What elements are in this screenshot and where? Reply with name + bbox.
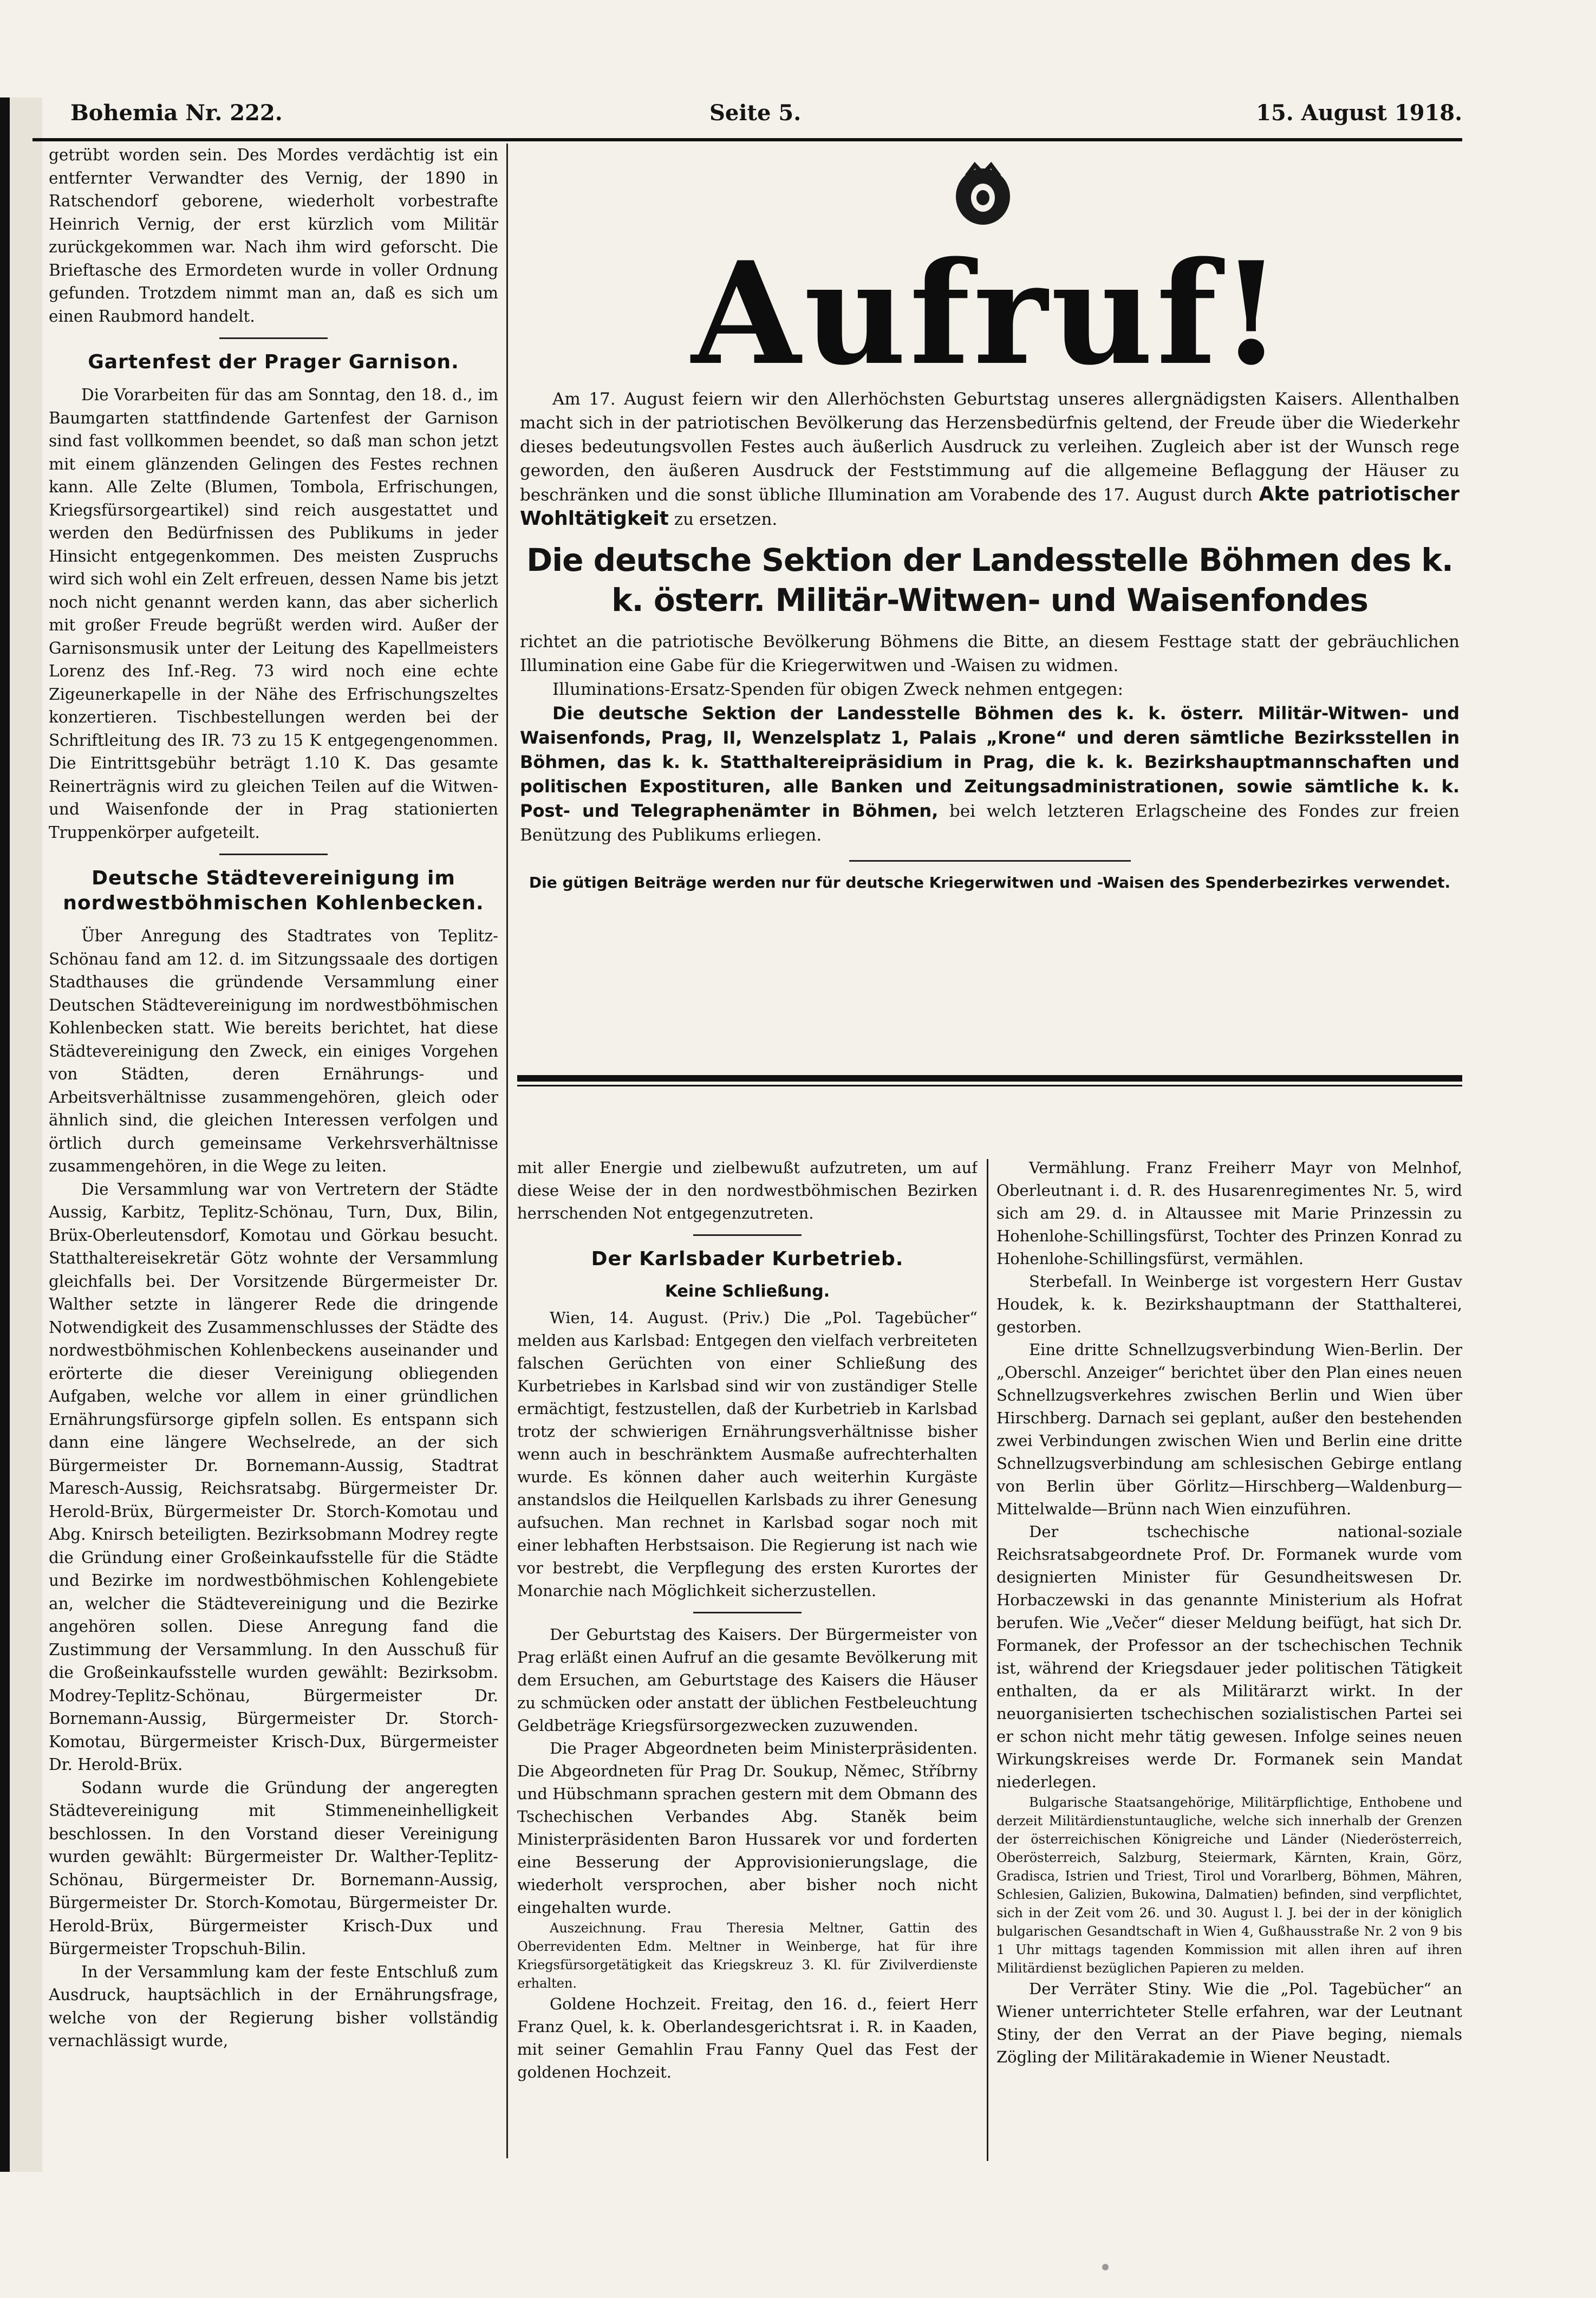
middle-column [517, 1156, 978, 2164]
news-formanek: Der tschechische national-soziale Reichsratsabgeordnete Prof. Dr. Formanek wurde vom designierten Minister für Gesundheitswesen Dr. Horbaczewski in das genannte Ministerium als Hofrat berufen. Wie „Večer“ dieser Meldung beifügt, hat sich Dr. Formanek, der Professor an der tschechischen Technik ist, während der Kriegsdauer jeder politischen Tätigkeit enthalten, da er als Militärarzt wirkt. In der neuorganisierten tschechischen sozialistischen Partei sei er schon nicht mehr tätig gewesen. Infolge seines neuen Wirkungskreises werde Dr. Formanek sein Mandat niederlegen. [996, 1522, 1462, 1791]
appeal-note: Die gütigen Beiträge werden nur für deutsche Kriegerwitwen und -Waisen des Spenderbezirkes verwendet. [529, 874, 1451, 891]
separator-line [219, 337, 328, 339]
article-kurbetrieb: Wien, 14. August. (Priv.) Die „Pol. Tagebücher“ melden aus Karlsbad: Entgegen den vielfach verbreiteten falschen Gerüchten von einer Schließung des Kurbetriebes in Karlsbad sind wir von zuständiger Stelle ermächtigt, festzustellen, daß der Kurbetrieb in Karlsbad trotz der schwierigen Ernährungsverhältnisse bisher wenn auch in beschränktem Ausmaße aufrechterhalten wurde. Es können daher auch weiterhin Kurgäste anstandslos die Heilquellen Karlsbads zu ihrer Genesung aufsuchen. Man rechnet in Karlsbad sogar noch mit einer lebhaften Herbstsaison. Die Regierung ist nach wie vor bestrebt, die Verpflegung des ersten Kurortes der Monarchie nach Möglichkeit sicherzustellen. [517, 1309, 978, 1600]
column-rule [506, 144, 508, 2158]
subheadline-schliessung: Keine Schließung. [665, 1282, 830, 1301]
page-edge-dark [0, 97, 10, 2172]
headline-gartenfest: Gartenfest der Prager Garnison. [88, 351, 459, 373]
appeal-recipients [520, 701, 1460, 847]
page-header [32, 95, 1462, 138]
right-column [996, 1156, 1462, 2164]
header-publication: Bohemia Nr. 222. [70, 100, 283, 126]
separator-line [219, 854, 328, 855]
decorative-line [849, 860, 1131, 862]
left-column [49, 144, 498, 2158]
news-stiny: Der Verräter Stiny. Wie die „Pol. Tagebücher“ an Wiener unterrichteter Stelle erfahren, war der Leutnant Stiny, der den Verrat an der Piave beging, niemals Zögling der Militärakademie in Wiener Neustadt. [996, 1980, 1462, 2066]
appeal-request: richtet an die patriotische Bevölkerung Böhmens die Bitte, an diesem Festtage statt der gebräuchlichen Illumination eine Gabe für die Kriegerwitwen und -Waisen zu widmen. [520, 632, 1460, 675]
appeal-bold-phrase: Akte patriotischer Wohltätigkeit [520, 483, 1460, 530]
article-continuation: getrübt worden sein. Des Mordes verdächtig ist ein entfernter Verwandter des Vernig, der 1890 in Ratschendorf geborene, wiederholt vorbestrafte Heinrich Vernig, der erst kürzlich vom Militär zurückgekommen war. Nach ihm wird geforscht. Die Brieftasche des Ermordeten wurde in voller Ordnung gefunden. Trotzdem nimmt man an, daß es sich um einen Raubmord handelt. [49, 146, 498, 326]
section-rule-thick [517, 1075, 1462, 1082]
header-date: 15. August 1918. [1256, 100, 1462, 126]
headline-kurbetrieb: Der Karlsbader Kurbetrieb. [591, 1248, 904, 1270]
appeal-title: Aufruf! [691, 231, 1286, 396]
page-edge-fragment [10, 97, 42, 2172]
appeal-intro [520, 387, 1460, 531]
news-schnellzug: Eine dritte Schnellzugsverbindung Wien-Berlin. Der „Oberschl. Anzeiger“ berichtet über den Plan eines neuen Schnellzugsverkehres zwischen Berlin und Wien über Hirschberg. Darnach sei geplant, außer den bestehenden zwei Verbindungen zwischen Wien und Berlin eine dritte Schnellzugsverbindung am schlesischen Gebirge entlang von Berlin über Görlitz—Hirschberg—Waldenburg—Mittelwalde—Brünn nach Wien einzuführen. [996, 1340, 1462, 1518]
appeal-section-title: Die deutsche Sektion der Landesstelle Böhmen des k. k. österr. Militär-Witwen- und Waisenfondes [526, 542, 1453, 619]
separator-line [693, 1234, 802, 1236]
news-bulgarische: Bulgarische Staatsangehörige, Militärpflichtige, Enthobene und derzeit Militärdienstuntaugliche, welche sich innerhalb der Grenzen der österreichischen Königreiche und Länder (Niederösterreich, Oberösterreich, Salzburg, Steiermark, Kärnten, Krain, Görz, Gradisca, Istrien und Triest, Tirol und Vorarlberg, Böhmen, Mähren, Schlesien, Galizien, Bukowina, Dalmatien) befinden, sind verpflichtet, sich in der Zeit vom 26. und 30. August l. J. bei der in der königlich bulgarischen Gesandtschaft in Wien 4, Gußhausstraße Nr. 2 von 9 bis 1 Uhr mittags tagenden Kommission mit allen ihren auf ihren Militärdienst bezüglichen Papieren zu melden. [996, 1795, 1462, 1976]
news-hochzeit: Goldene Hochzeit. Freitag, den 16. d., feiert Herr Franz Quel, k. k. Oberlandesgerichtsrat i. R. in Kaaden, mit seiner Gemahlin Frau Fanny Quel das Fest der goldenen Hochzeit. [517, 1995, 978, 2081]
article-paragraph: Sodann wurde die Gründung der angeregten Städtevereinigung mit Stimmeneinhelligkeit beschlossen. In den Vorstand dieser Vereinigung wurden gewählt: Bürgermeister Dr. Walther-Teplitz-Schönau, Bürgermeister Dr. Bornemann-Aussig, Bürgermeister Dr. Storch-Komotau, Bürgermeister Dr. Herold-Brüx, Bürgermeister Krisch-Dux und Bürgermeister Tropschuh-Bilin. [49, 1778, 498, 1958]
appeal-intro-text: Am 17. August feiern wir den Allerhöchsten Geburtstag unseres allergnädigsten Kaisers. Allenthalben macht sich in der patriotischen Bevölkerung das Herzensbedürfnis geltend, der Freude über die Wiederkehr dieses bedeutungsvollen Festes auch äußerlich Ausdruck zu verleihen. Zugleich aber ist der Wunsch rege geworden, den äußeren Ausdruck der Feststimmung auf die allgemeine Beflaggung der Häuser zu beschränken und die sonst übliche Illumination am Vorabende des 17. August durch [520, 389, 1460, 505]
appeal-intro-end: zu ersetzen. [674, 510, 778, 529]
column-rule [987, 1159, 988, 2161]
news-vermaehlung: Vermählung. Franz Freiherr Mayr von Melnhof, Oberleutnant i. d. R. des Husarenregimentes Nr. 5, wird sich am 29. d. in Altaussee mit Marie Prinzessin zu Hohenlohe-Schillingsfürst, Tochter des Prinzen Konrad zu Hohenlohe-Schillingsfürst, vermählen. [996, 1158, 1462, 1268]
news-sterbefall: Sterbefall. In Weinberge ist vorgestern Herr Gustav Houdek, k. k. Bezirkshauptmann der Statthalterei, gestorben. [996, 1272, 1462, 1336]
appeal-donations-intro: Illuminations-Ersatz-Spenden für obigen Zweck nehmen entgegen: [552, 680, 1124, 699]
appeal-recipients-bold: Die deutsche Sektion der Landesstelle Böhmen des k. k. österr. Militär-Witwen- und Waisenfonds, Prag, II, Wenzelsplatz 1, Palais „Krone“ und deren sämtliche Bezirksstellen in Böhmen, das k. k. Statthaltereipräsidium in Prag, die k. k. Bezirkshauptmannschaften und politischen Expostituren, alle Banken und Zeitungsadministrationen, sowie sämtliche k. k. Post- und Telegraphenämter in Böhmen, [520, 703, 1460, 821]
double-eagle-emblem-icon [945, 154, 1021, 230]
print-mark [1102, 2264, 1109, 2270]
article-paragraph: In der Versammlung kam der feste Entschluß zum Ausdruck, hauptsächlich in der Ernährungsfrage, welche von der Regierung bisher vollständig vernachlässigt wurde, [49, 1962, 498, 2050]
separator-line [693, 1612, 802, 1613]
headline-staedtevereinigung: Deutsche Städtevereinigung im nordwestböhmischen Kohlenbecken. [63, 867, 484, 914]
section-rule-thin [517, 1085, 1462, 1086]
header-page-number: Seite 5. [709, 100, 802, 126]
article-paragraph: Über Anregung des Stadtrates von Teplitz-Schönau fand am 12. d. im Sitzungssaale des dortigen Stadthauses die gründende Versammlung einer Deutschen Städtevereinigung im nordwestböhmischen Kohlenbecken statt. Wie bereits berichtet, hat diese Städtevereinigung den Zweck, ein einiges Vorgehen von Städten, deren Ernährungs- und Arbeitsverhältnisse zusammengehören, gleich oder ähnlich sind, die gleichen Interessen verfolgen und örtlich durch gemeinsame Verkehrsverhältnisse zusammengehören, in die Wege zu leiten. [49, 927, 498, 1175]
header-rule [32, 138, 1462, 141]
appeal-body [520, 387, 1460, 894]
appeal-recipients-end: bei welch letzteren Erlagscheine des Fondes zur freien Benützung des Publikums erliegen. [520, 802, 1460, 845]
news-geburtstag: Der Geburtstag des Kaisers. Der Bürgermeister von Prag erläßt einen Aufruf an die gesamte Bevölkerung mit dem Ersuchen, am Geburtstage des Kaisers die Häuser zu schmücken oder anstatt der üblichen Festbeleuchtung Geldbeträge Kriegsfürsorgezwecken zuzuwenden. [517, 1625, 978, 1735]
news-auszeichnung: Auszeichnung. Frau Theresia Meltner, Gattin des Oberrevidenten Edm. Meltner in Weinberge, hat für ihre Kriegsfürsorgetätigkeit das Kriegskreuz 3. Kl. für Zivilverdienste erhalten. [517, 1921, 978, 1991]
article-continuation: mit aller Energie und zielbewußt aufzutreten, um auf diese Weise der in den nordwestböhmischen Bezirken herrschenden Not entgegenzutreten. [517, 1158, 978, 1222]
news-abgeordnete: Die Prager Abgeordneten beim Ministerpräsidenten. Die Abgeordneten für Prag Dr. Soukup, Němec, Stříbrny und Hübschmann sprachen gestern mit dem Obmann des Tschechischen Verbandes Abg. Staněk beim Ministerpräsidenten Baron Hussarek vor und forderten eine Besserung der Approvisionierungslage, die wiederholt versprochen, aber bisher noch nicht eingehalten wurde. [517, 1739, 978, 1917]
article-gartenfest: Die Vorarbeiten für das am Sonntag, den 18. d., im Baumgarten stattfindende Gartenfest der Garnison sind fast vollkommen beendet, so daß man schon jetzt mit einem glänzenden Gelingen des Festes rechnen kann. Alle Zelte (Blumen, Tombola, Erfrischungen, Kriegsfürsorgeartikel) sind reich ausgestattet und werden den Bedürfnissen des Publikums in jeder Hinsicht entgegenkommen. Des meisten Zuspruchs wird sich wohl ein Zelt erfreuen, dessen Name bis jetzt noch nicht genannt werden kann, das aber sicherlich mit großer Freude begrüßt werden wird. Außer der Garnisonsmusik unter der Leitung des Kapellmeisters Lorenz des Inf.-Reg. 73 wird noch eine echte Zigeunerkapelle in der Nähe des Erfrischungszeltes konzertieren. Tischbestellungen werden bei der Schriftleitung des IR. 73 zu 15 K entgegengenommen. Die Eintrittsgebühr beträgt 1.10 K. Das gesamte Reinerträgnis wird zu gleichen Teilen auf die Witwen- und Waisenfonde der in Prag stationierten Truppenkörper aufgeteilt. [49, 386, 498, 842]
article-paragraph: Die Versammlung war von Vertretern der Städte Aussig, Karbitz, Teplitz-Schönau, Turn, Dux, Bilin, Brüx-Oberleutensdorf, Komotau und Görkau besucht. Statthaltereisekretär Götz wohnte der Versammlung gleichfalls bei. Der Vorsitzende Bürgermeister Dr. Walther setzte in längerer Rede die dringende Notwendigkeit des Zusammenschlusses der Städte des nordwestböhmischen Kohlenbeckens auseinander und erörterte die dieser Vereinigung obliegenden Aufgaben, welche vor allem in einer gründlichen Ernährungsfürsorge gipfeln sollen. Es entspann sich dann eine längere Wechselrede, an der sich Bürgermeister Dr. Bornemann-Aussig, Stadtrat Maresch-Aussig, Reichsratsabg. Bürgermeister Dr. Herold-Brüx, Bürgermeister Dr. Storch-Komotau und Abg. Knirsch beteiligten. Bezirksobmann Modrey regte die Gründung einer Großeinkaufsstelle für die Städte und Bezirke im nordwestböhmischen Kohlengebiete an, welcher die Städtevereinigung und die Bezirke angehören sollen. Diese Anregung fand die Zustimmung der Versammlung. In den Ausschuß für die Großeinkaufsstelle wurden gewählt: Bezirksobm. Modrey-Teplitz-Schönau, Bürgermeister Dr. Bornemann-Aussig, Bürgermeister Dr. Storch-Komotau, Bürgermeister Krisch-Dux, Bürgermeister Dr. Herold-Brüx. [49, 1180, 498, 1774]
